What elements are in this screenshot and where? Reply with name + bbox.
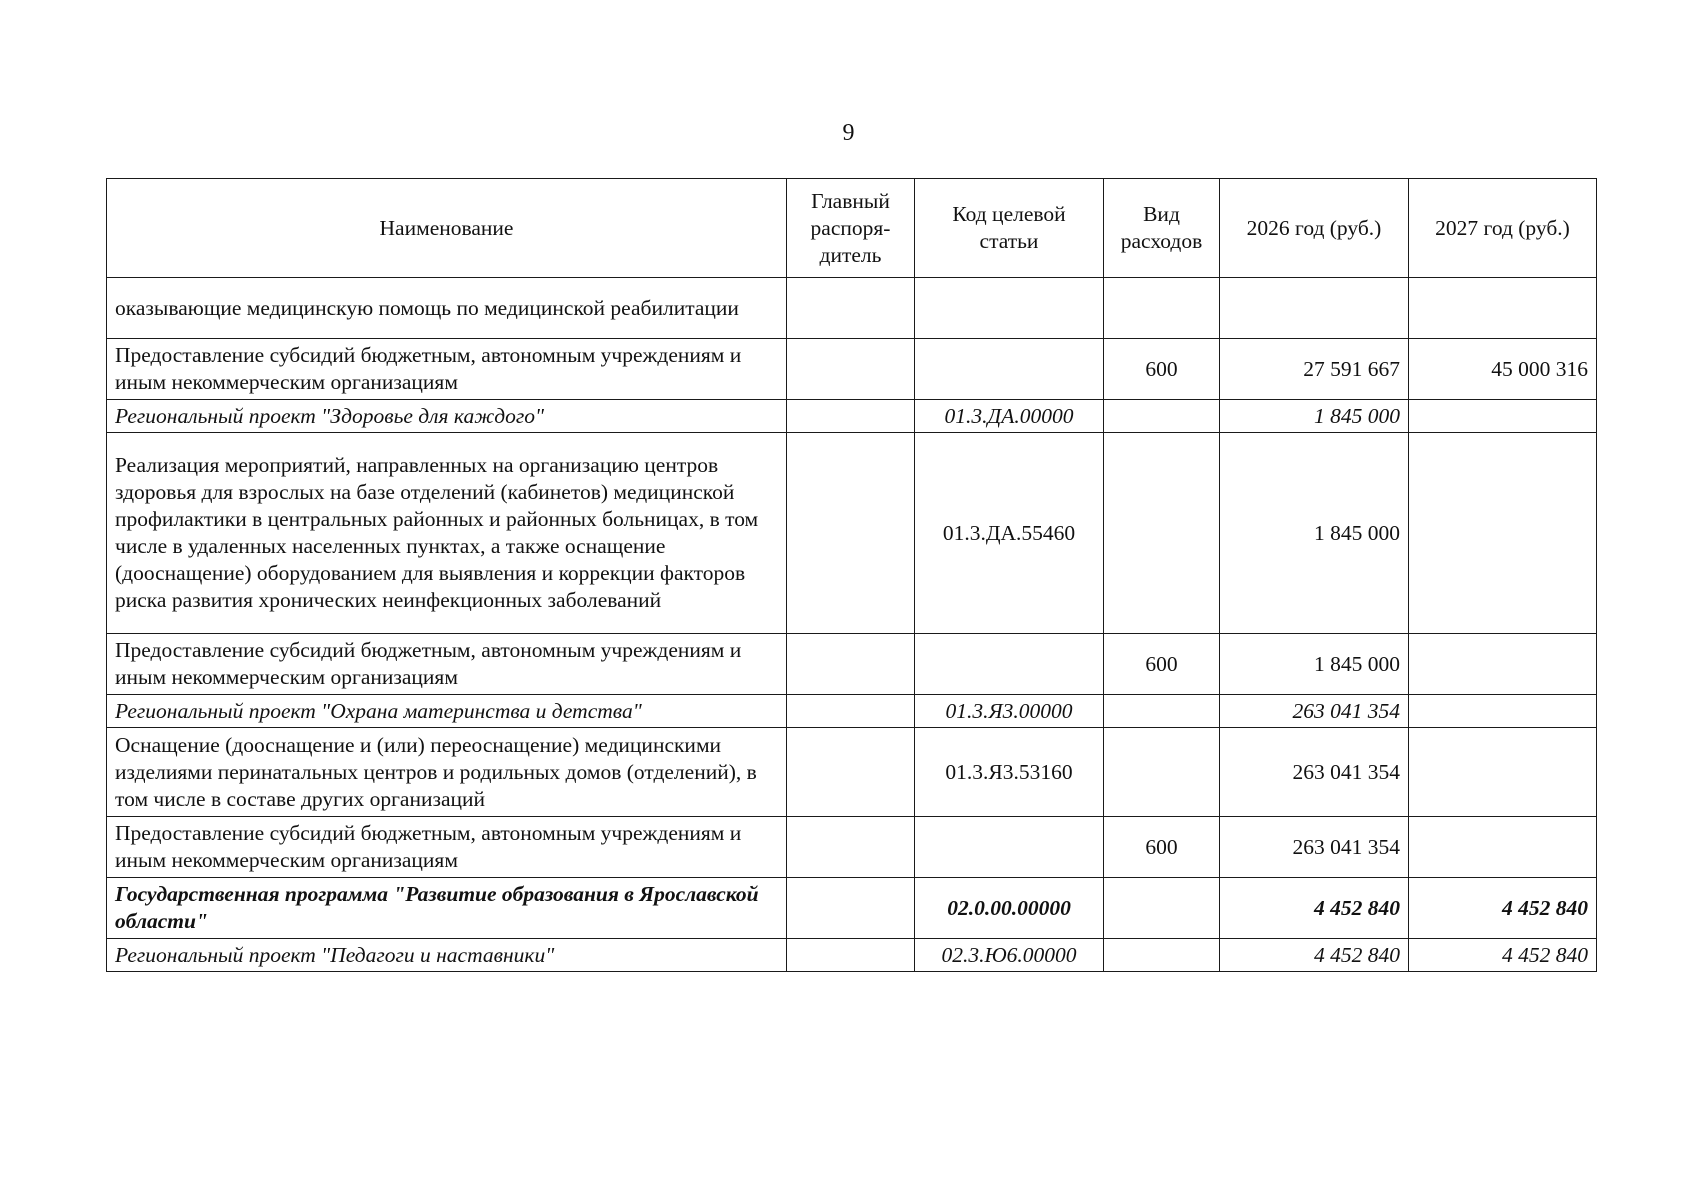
row-manager: [787, 339, 915, 400]
table-row: [107, 634, 1597, 695]
row-name: Предоставление субсидий бюджетным, автономным учреждениям и иным некоммерческим организациям: [107, 817, 787, 878]
header-kind: Вид расходов: [1104, 179, 1220, 278]
row-2026: 1 845 000: [1220, 400, 1409, 433]
row-kind: [1104, 695, 1220, 728]
table-row: [107, 278, 1597, 339]
row-name: Реализация мероприятий, направленных на организацию центров здоровья для взрослых на базе отделений (кабинетов) медицинской профилактики в центральных районных и районных больницах, в том числе в удаленных населенных пунктах, а также оснащение (дооснащение) оборудованием для выявления и коррекции факторов риска развития хронических неинфекционных заболеваний: [107, 433, 787, 634]
row-name: Оснащение (дооснащение и (или) переоснащение) медицинскими изделиями перинатальных центров и родильных домов (отделений), в том числе в составе других организаций: [107, 728, 787, 817]
row-kind: [1104, 939, 1220, 972]
row-manager: [787, 695, 915, 728]
row-2027: [1409, 400, 1597, 433]
row-manager: [787, 728, 915, 817]
row-2027: [1409, 728, 1597, 817]
page-number: 9: [842, 120, 855, 146]
row-name: Региональный проект "Здоровье для каждого": [107, 400, 787, 433]
table-row: [107, 878, 1597, 939]
row-manager: [787, 878, 915, 939]
row-2026: 263 041 354: [1220, 695, 1409, 728]
row-2026: [1220, 278, 1409, 339]
row-code: [915, 339, 1104, 400]
row-2027: [1409, 634, 1597, 695]
header-name: Наименование: [107, 179, 787, 278]
row-kind: [1104, 878, 1220, 939]
row-code: [915, 634, 1104, 695]
row-manager: [787, 634, 915, 695]
row-2026: 263 041 354: [1220, 728, 1409, 817]
table-header-row: [107, 179, 1597, 278]
row-code: 01.3.ДА.00000: [915, 400, 1104, 433]
header-2026: 2026 год (руб.): [1220, 179, 1409, 278]
row-manager: [787, 939, 915, 972]
row-2027: [1409, 817, 1597, 878]
row-2027: 4 452 840: [1409, 939, 1597, 972]
row-2027: [1409, 278, 1597, 339]
row-code: 01.3.Я3.53160: [915, 728, 1104, 817]
header-code: Код целевой статьи: [915, 179, 1104, 278]
row-name: Предоставление субсидий бюджетным, автономным учреждениям и иным некоммерческим организациям: [107, 339, 787, 400]
row-kind: 600: [1104, 634, 1220, 695]
row-kind: [1104, 400, 1220, 433]
row-kind: [1104, 728, 1220, 817]
table-row: [107, 817, 1597, 878]
budget-table: [106, 178, 1597, 972]
row-name: Предоставление субсидий бюджетным, автономным учреждениям и иным некоммерческим организациям: [107, 634, 787, 695]
row-manager: [787, 433, 915, 634]
row-name: Региональный проект "Охрана материнства и детства": [107, 695, 787, 728]
row-kind: [1104, 433, 1220, 634]
table-row: [107, 339, 1597, 400]
row-2026: 1 845 000: [1220, 634, 1409, 695]
row-code: [915, 817, 1104, 878]
row-2026: 27 591 667: [1220, 339, 1409, 400]
row-2027: [1409, 433, 1597, 634]
row-2027: 45 000 316: [1409, 339, 1597, 400]
row-code: 01.3.Я3.00000: [915, 695, 1104, 728]
row-name: Государственная программа "Развитие образования в Ярославской области": [107, 878, 787, 939]
row-code: 01.3.ДА.55460: [915, 433, 1104, 634]
row-name: оказывающие медицинскую помощь по медицинской реабилитации: [107, 278, 787, 339]
table-row: [107, 939, 1597, 972]
table-row: [107, 400, 1597, 433]
table-row: [107, 695, 1597, 728]
row-2027: 4 452 840: [1409, 878, 1597, 939]
header-2027: 2027 год (руб.): [1409, 179, 1597, 278]
row-code: 02.0.00.00000: [915, 878, 1104, 939]
row-code: 02.3.Ю6.00000: [915, 939, 1104, 972]
row-manager: [787, 400, 915, 433]
row-2026: 1 845 000: [1220, 433, 1409, 634]
row-manager: [787, 278, 915, 339]
header-manager: Главный распоря-дитель: [787, 179, 915, 278]
row-2027: [1409, 695, 1597, 728]
row-2026: 4 452 840: [1220, 878, 1409, 939]
row-code: [915, 278, 1104, 339]
table-row: [107, 433, 1597, 634]
row-kind: 600: [1104, 817, 1220, 878]
table-row: [107, 728, 1597, 817]
row-2026: 4 452 840: [1220, 939, 1409, 972]
row-manager: [787, 817, 915, 878]
row-kind: [1104, 278, 1220, 339]
row-2026: 263 041 354: [1220, 817, 1409, 878]
row-kind: 600: [1104, 339, 1220, 400]
row-name: Региональный проект "Педагоги и наставники": [107, 939, 787, 972]
